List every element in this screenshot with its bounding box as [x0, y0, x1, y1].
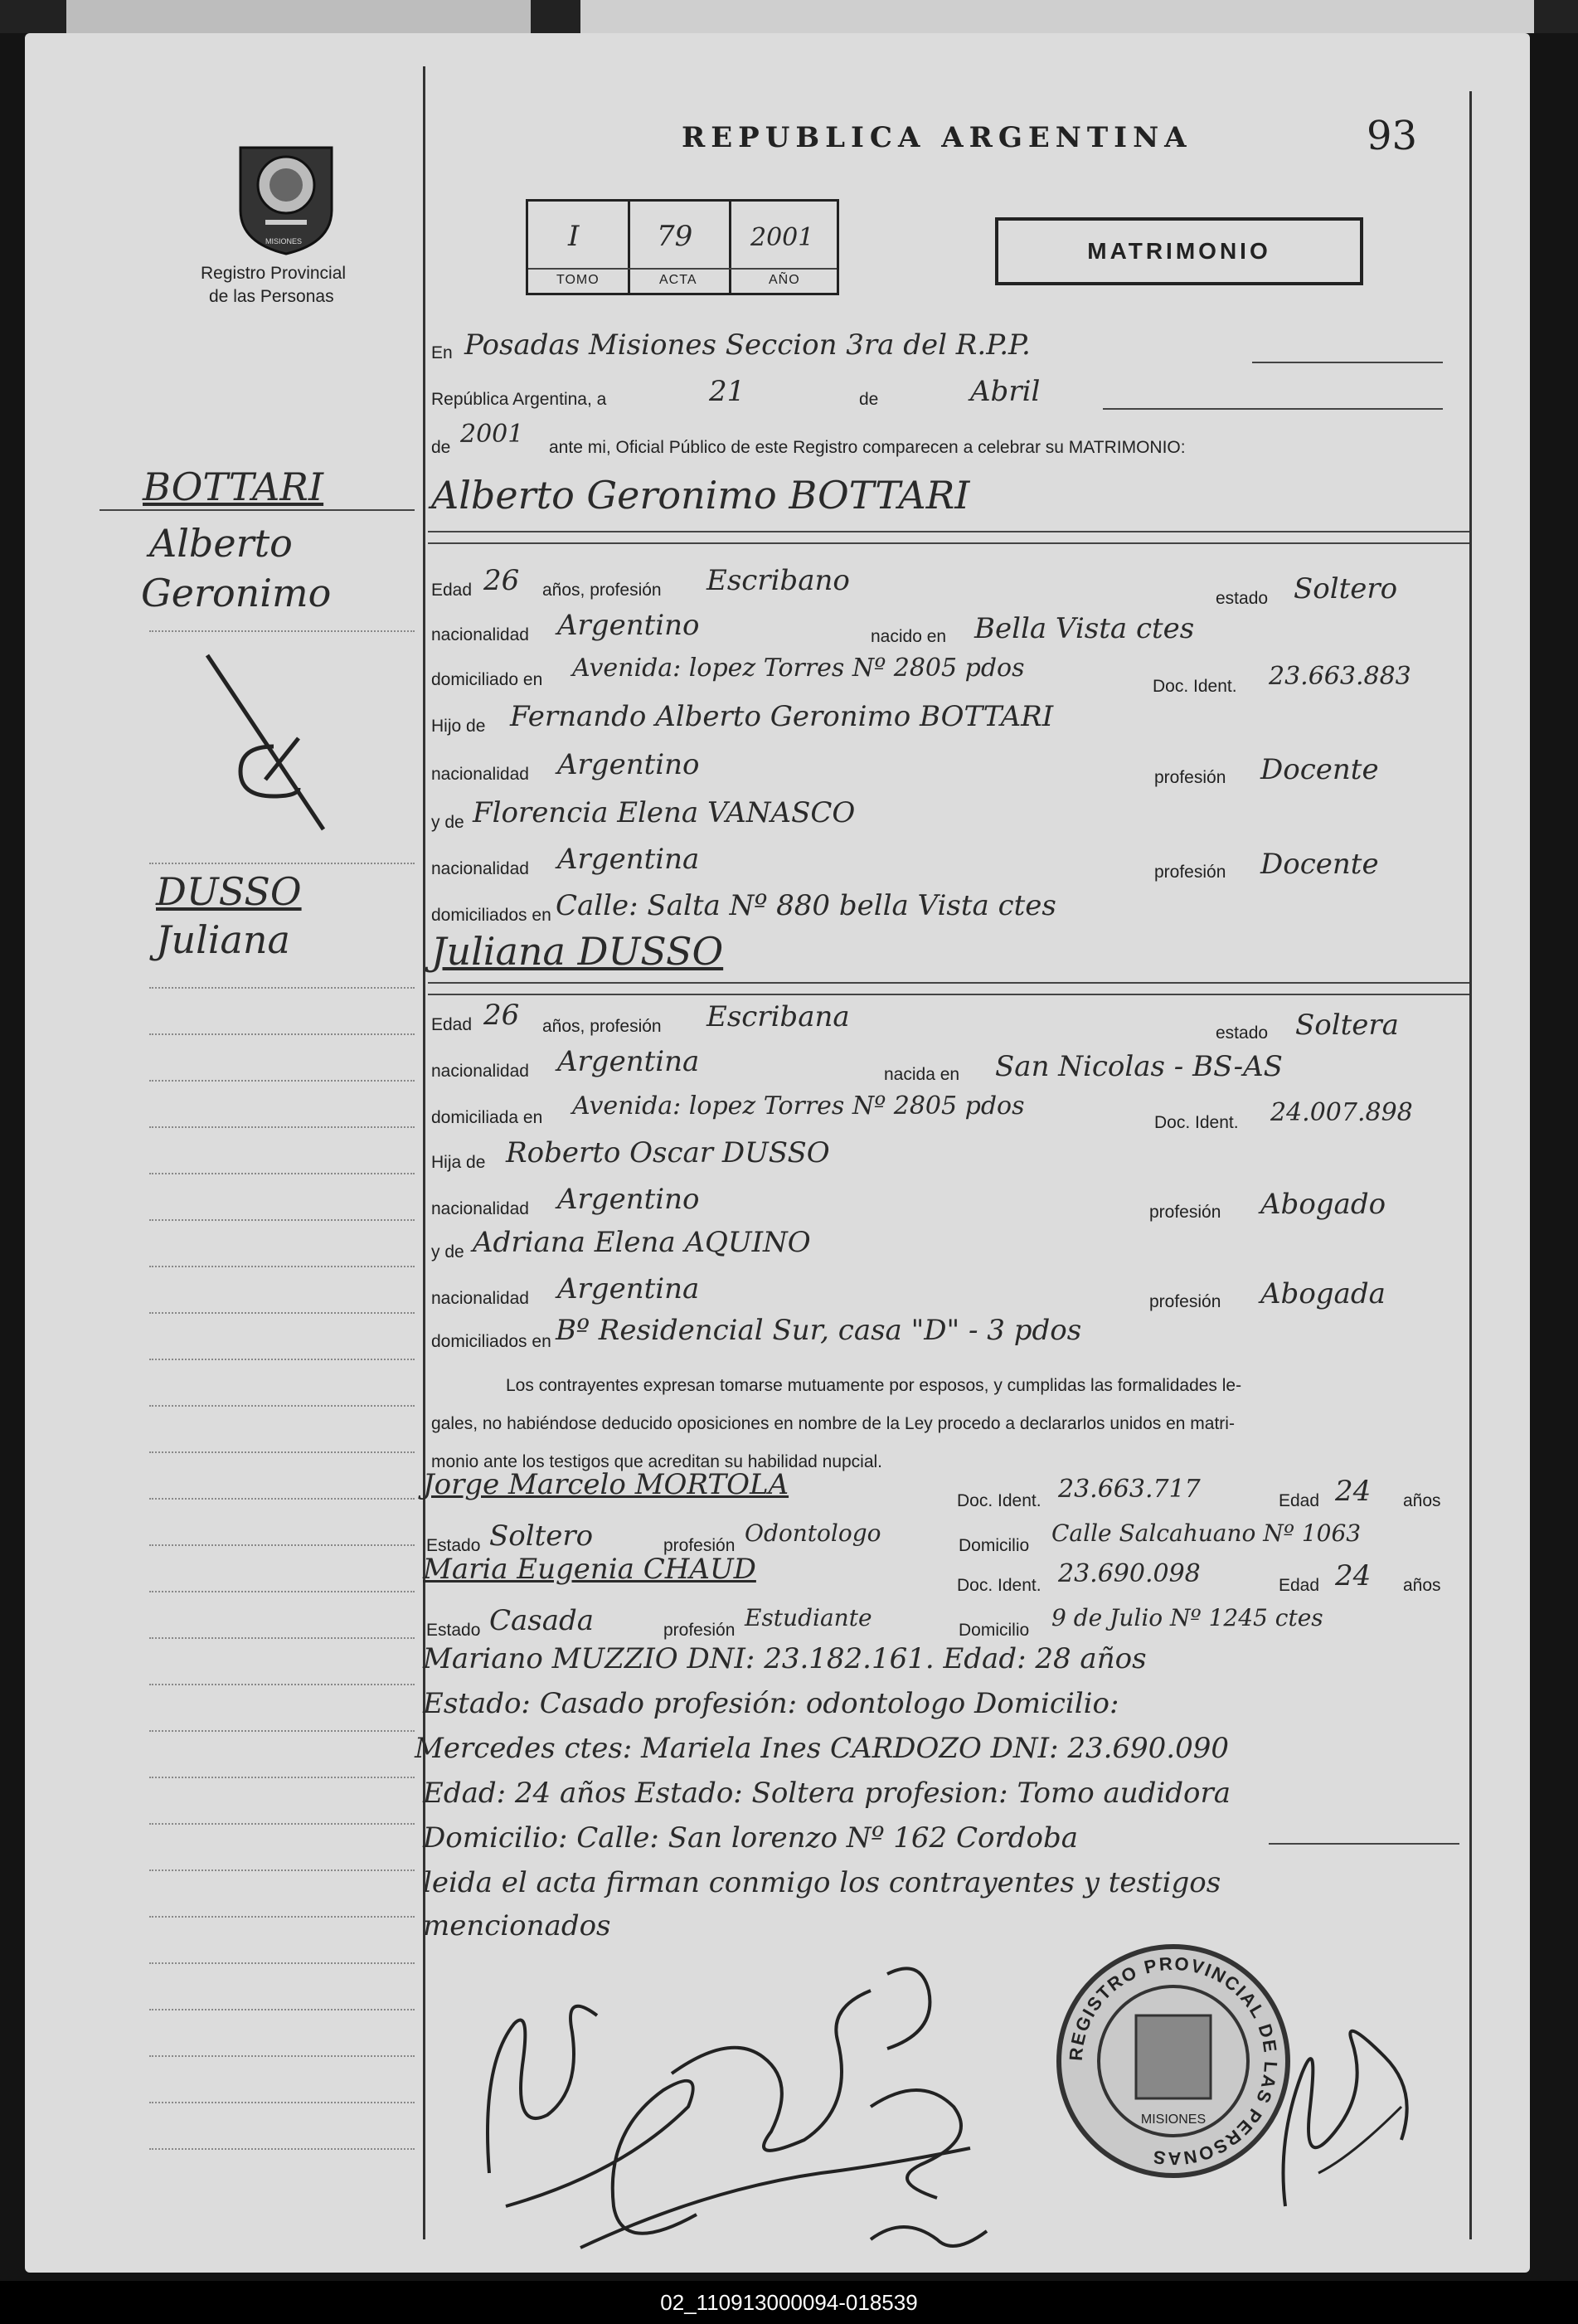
- witness2-dom-label: Domicilio: [959, 1621, 1030, 1640]
- margin-ruling-line: [149, 1777, 415, 1778]
- groom-padre-prof-label: profesión: [1154, 768, 1226, 787]
- stamp-ring-text: REGISTRO PROVINCIAL DE LAS PERSONAS: [1065, 1952, 1282, 2170]
- closing-line1: leida el acta firman conmigo los contrayentes y testigos: [423, 1866, 1221, 1899]
- tomo-value: I: [568, 220, 580, 253]
- margin-ruling-line: [149, 1684, 415, 1685]
- record-box: [526, 199, 839, 295]
- witness2-prof-label: profesión: [663, 1621, 736, 1640]
- bride-nacida-label: nacida en: [884, 1065, 960, 1084]
- groom-estado: Soltero: [1294, 572, 1398, 605]
- registry-name-line2: de las Personas: [209, 287, 334, 306]
- bride-nacionalidad: Argentina: [557, 1045, 700, 1078]
- extra-witness-line3: Mercedes ctes: Mariela Ines CARDOZO DNI: 23.690.090: [415, 1732, 1229, 1765]
- intro-de2-label: de: [431, 438, 451, 457]
- witness1-dom-label: Domicilio: [959, 1536, 1030, 1555]
- groom-full-name: Alberto Geronimo BOTTARI: [431, 473, 970, 518]
- margin-ruling-line: [149, 1498, 415, 1500]
- groom-nacido-label: nacido en: [871, 627, 947, 646]
- document-page: [25, 33, 1530, 2273]
- bride-nacida: San Nicolas - BS-AS: [995, 1050, 1283, 1083]
- margin-ruling-line: [149, 630, 415, 632]
- groom-padres-dom-label: domiciliados en: [431, 906, 551, 925]
- intro-place: Posadas Misiones Seccion 3ra del R.P.P.: [464, 328, 1031, 362]
- registry-name-line1: Registro Provincial: [201, 264, 347, 283]
- witness2-estado: Casada: [489, 1604, 595, 1637]
- margin-ruling-line: [149, 1033, 415, 1035]
- margin-ruling-line: [149, 1126, 415, 1128]
- margin-ruling-line: [149, 1637, 415, 1639]
- bride-estado-label: estado: [1216, 1023, 1269, 1043]
- groom-madre-prof: Docente: [1260, 848, 1379, 881]
- extra-witness-line4: Edad: 24 años Estado: Soltera profesion: Tomo audidora: [423, 1777, 1231, 1810]
- bride-yde-label: y de: [431, 1242, 464, 1262]
- bride-padre-nac: Argentino: [557, 1183, 700, 1216]
- margin-groom-surname: BOTTARI: [143, 464, 324, 509]
- groom-nacionalidad-label: nacionalidad: [431, 625, 529, 644]
- groom-edad: 26: [483, 564, 520, 597]
- margin-ruling-line: [149, 1312, 415, 1314]
- groom-padre-nac: Argentino: [557, 748, 700, 781]
- witness2-edad: 24: [1335, 1559, 1372, 1592]
- bride-nacionalidad-label: nacionalidad: [431, 1062, 529, 1081]
- margin-ruling-line: [149, 1266, 415, 1267]
- witness2-edad-label: Edad: [1279, 1576, 1320, 1595]
- margin-ruling-line: [149, 1173, 415, 1174]
- bride-doc: 24.007.898: [1270, 1098, 1413, 1127]
- declaration-line2: gales, no habiéndose deducido oposiciones en nombre de la Ley procedo a declararlos unidos en matri-: [431, 1414, 1235, 1433]
- groom-padre-nac-label: nacionalidad: [431, 765, 529, 784]
- acta-label: ACTA: [659, 273, 697, 287]
- margin-ruling-line: [149, 1869, 415, 1871]
- witness1-prof-label: profesión: [663, 1536, 736, 1555]
- bride-madre: Adriana Elena AQUINO: [473, 1226, 811, 1259]
- bride-edad: 26: [483, 999, 520, 1032]
- intro-republic-label: República Argentina, a: [431, 390, 607, 409]
- extra-witness-line5: Domicilio: Calle: San lorenzo Nº 162 Cordoba: [423, 1821, 1078, 1855]
- bride-hija-label: Hija de: [431, 1153, 486, 1172]
- groom-padre: Fernando Alberto Geronimo BOTTARI: [510, 700, 1054, 733]
- seal-label: MISIONES: [265, 237, 303, 246]
- margin-bride-names: Juliana: [156, 917, 290, 962]
- bride-domicilio: Avenida: lopez Torres Nº 2805 pdos: [572, 1092, 1025, 1121]
- bride-madre-nac-label: nacionalidad: [431, 1289, 529, 1308]
- ano-label: AÑO: [769, 273, 800, 287]
- witness1-doc: 23.663.717: [1058, 1475, 1201, 1504]
- groom-padre-prof: Docente: [1260, 753, 1379, 786]
- groom-doc: 23.663.883: [1269, 662, 1411, 691]
- groom-doc-label: Doc. Ident.: [1153, 677, 1237, 696]
- bride-padre-nac-label: nacionalidad: [431, 1199, 529, 1218]
- act-type-box: MATRIMONIO: [995, 217, 1363, 285]
- witness1-estado-label: Estado: [426, 1536, 481, 1555]
- margin-ruling-line: [149, 1916, 415, 1918]
- margin-ruling-line: [149, 1451, 415, 1453]
- groom-madre: Florencia Elena VANASCO: [473, 796, 856, 829]
- acta-value: 79: [657, 220, 693, 253]
- witness1-doc-label: Doc. Ident.: [957, 1491, 1041, 1510]
- groom-yde-label: y de: [431, 813, 464, 832]
- margin-ruling-line: [149, 2102, 415, 2103]
- margin-ruling-line: [149, 2148, 415, 2150]
- witness1-edad-label: Edad: [1279, 1491, 1320, 1510]
- groom-madre-nac: Argentina: [557, 843, 700, 876]
- bride-profesion-label: años, profesión: [542, 1017, 662, 1036]
- bride-madre-prof-label: profesión: [1149, 1292, 1221, 1311]
- margin-ruling-line: [149, 1405, 415, 1407]
- margin-ruling-line: [149, 2055, 415, 2057]
- witness2-prof: Estudiante: [745, 1604, 872, 1631]
- margin-ruling-line: [149, 1591, 415, 1592]
- official-signature: [1252, 2007, 1451, 2223]
- groom-madre-prof-label: profesión: [1154, 863, 1226, 882]
- bride-madre-nac: Argentina: [557, 1272, 700, 1305]
- margin-ruling-line: [149, 1080, 415, 1082]
- closing-line2: mencionados: [423, 1909, 611, 1942]
- bride-domicilio-label: domiciliada en: [431, 1108, 543, 1127]
- bride-profesion: Escribana: [706, 1000, 850, 1033]
- groom-madre-nac-label: nacionalidad: [431, 859, 529, 878]
- bride-madre-prof: Abogada: [1260, 1277, 1386, 1310]
- witness2-dom: 9 de Julio Nº 1245 ctes: [1051, 1604, 1323, 1631]
- margin-ruling-line: [149, 1544, 415, 1546]
- signatures-area: [456, 1941, 1119, 2273]
- groom-nacionalidad: Argentino: [557, 609, 700, 642]
- tomo-label: TOMO: [556, 273, 600, 287]
- intro-day: 21: [709, 375, 745, 408]
- groom-estado-label: estado: [1216, 589, 1269, 608]
- bride-edad-label: Edad: [431, 1015, 473, 1034]
- margin-signature-mark: [191, 647, 340, 838]
- intro-tail: ante mi, Oficial Público de este Registro comparecen a celebrar su MATRIMONIO:: [549, 438, 1186, 457]
- margin-bride-surname: DUSSO: [156, 869, 302, 914]
- groom-profesion-label: años, profesión: [542, 581, 662, 600]
- intro-en-label: En: [431, 343, 453, 362]
- top-strip-light-block: [66, 0, 531, 33]
- groom-domicilio-label: domiciliado en: [431, 670, 543, 689]
- intro-de-label: de: [859, 390, 879, 409]
- bride-padre-prof-label: profesión: [1149, 1203, 1221, 1222]
- page-number: 93: [1367, 113, 1418, 159]
- witness1-prof: Odontologo: [745, 1519, 881, 1547]
- groom-domicilio: Avenida: lopez Torres Nº 2805 pdos: [572, 654, 1025, 683]
- margin-ruling-line: [149, 1359, 415, 1360]
- margin-groom-names-2: Geronimo: [141, 571, 332, 615]
- witness1-anos-label: años: [1403, 1491, 1441, 1510]
- witness2-estado-label: Estado: [426, 1621, 481, 1640]
- intro-year: 2001: [460, 420, 524, 449]
- bride-padres-dom: Bº Residencial Sur, casa "D" - 3 pdos: [556, 1314, 1082, 1347]
- groom-hijo-label: Hijo de: [431, 717, 486, 736]
- witness1-estado: Soltero: [489, 1519, 594, 1553]
- footer-id: 02_110913000094-018539: [660, 2289, 918, 2315]
- bride-full-name: Juliana DUSSO: [431, 929, 724, 974]
- bride-doc-label: Doc. Ident.: [1154, 1113, 1239, 1132]
- margin-ruling-line: [149, 1219, 415, 1221]
- groom-nacido: Bella Vista ctes: [974, 612, 1195, 645]
- bride-padres-dom-label: domiciliados en: [431, 1332, 551, 1351]
- right-border-line: [1469, 91, 1472, 2239]
- witness1-edad: 24: [1335, 1475, 1372, 1508]
- witness2-name: Maria Eugenia CHAUD: [423, 1553, 756, 1586]
- bride-padre-prof: Abogado: [1260, 1188, 1386, 1221]
- extra-witness-line1: Mariano MUZZIO DNI: 23.182.161. Edad: 28 años: [423, 1642, 1147, 1675]
- margin-ruling-line: [149, 863, 415, 864]
- intro-month: Abril: [970, 375, 1041, 408]
- margin-groom-names-1: Alberto: [149, 521, 293, 566]
- witness1-name: Jorge Marcelo MORTOLA: [423, 1468, 789, 1501]
- witness1-dom: Calle Salcahuano Nº 1063: [1051, 1519, 1362, 1547]
- margin-ruling-line: [149, 1823, 415, 1825]
- margin-ruling-line: [149, 1962, 415, 1964]
- groom-profesion: Escribano: [706, 564, 850, 597]
- footer-id-bar: [0, 2281, 1578, 2324]
- bride-padre: Roberto Oscar DUSSO: [506, 1136, 830, 1169]
- witness2-anos-label: años: [1403, 1576, 1441, 1595]
- bride-estado: Soltera: [1295, 1009, 1399, 1042]
- stamp-inner-text: MISIONES: [1140, 2113, 1207, 2127]
- witness2-doc-label: Doc. Ident.: [957, 1576, 1041, 1595]
- groom-padres-dom: Calle: Salta Nº 880 bella Vista ctes: [556, 889, 1056, 922]
- declaration-line3: monio ante los testigos que acreditan su habilidad nupcial.: [431, 1452, 883, 1471]
- declaration-line1: Los contrayentes expresan tomarse mutuamente por esposos, y cumplidas las formalidades le-: [506, 1376, 1242, 1395]
- top-dark-strip: [0, 0, 1578, 33]
- country-title: REPUBLICA ARGENTINA: [682, 121, 1192, 154]
- extra-witness-line2: Estado: Casado profesión: odontologo Domicilio:: [423, 1687, 1119, 1720]
- margin-ruling-line: [149, 2009, 415, 2010]
- margin-ruling-line: [149, 987, 415, 989]
- groom-edad-label: Edad: [431, 581, 473, 600]
- margin-ruling-line: [149, 1730, 415, 1732]
- top-strip-light-block: [580, 0, 1534, 33]
- witness2-doc: 23.690.098: [1058, 1559, 1201, 1588]
- ano-value: 2001: [750, 223, 814, 252]
